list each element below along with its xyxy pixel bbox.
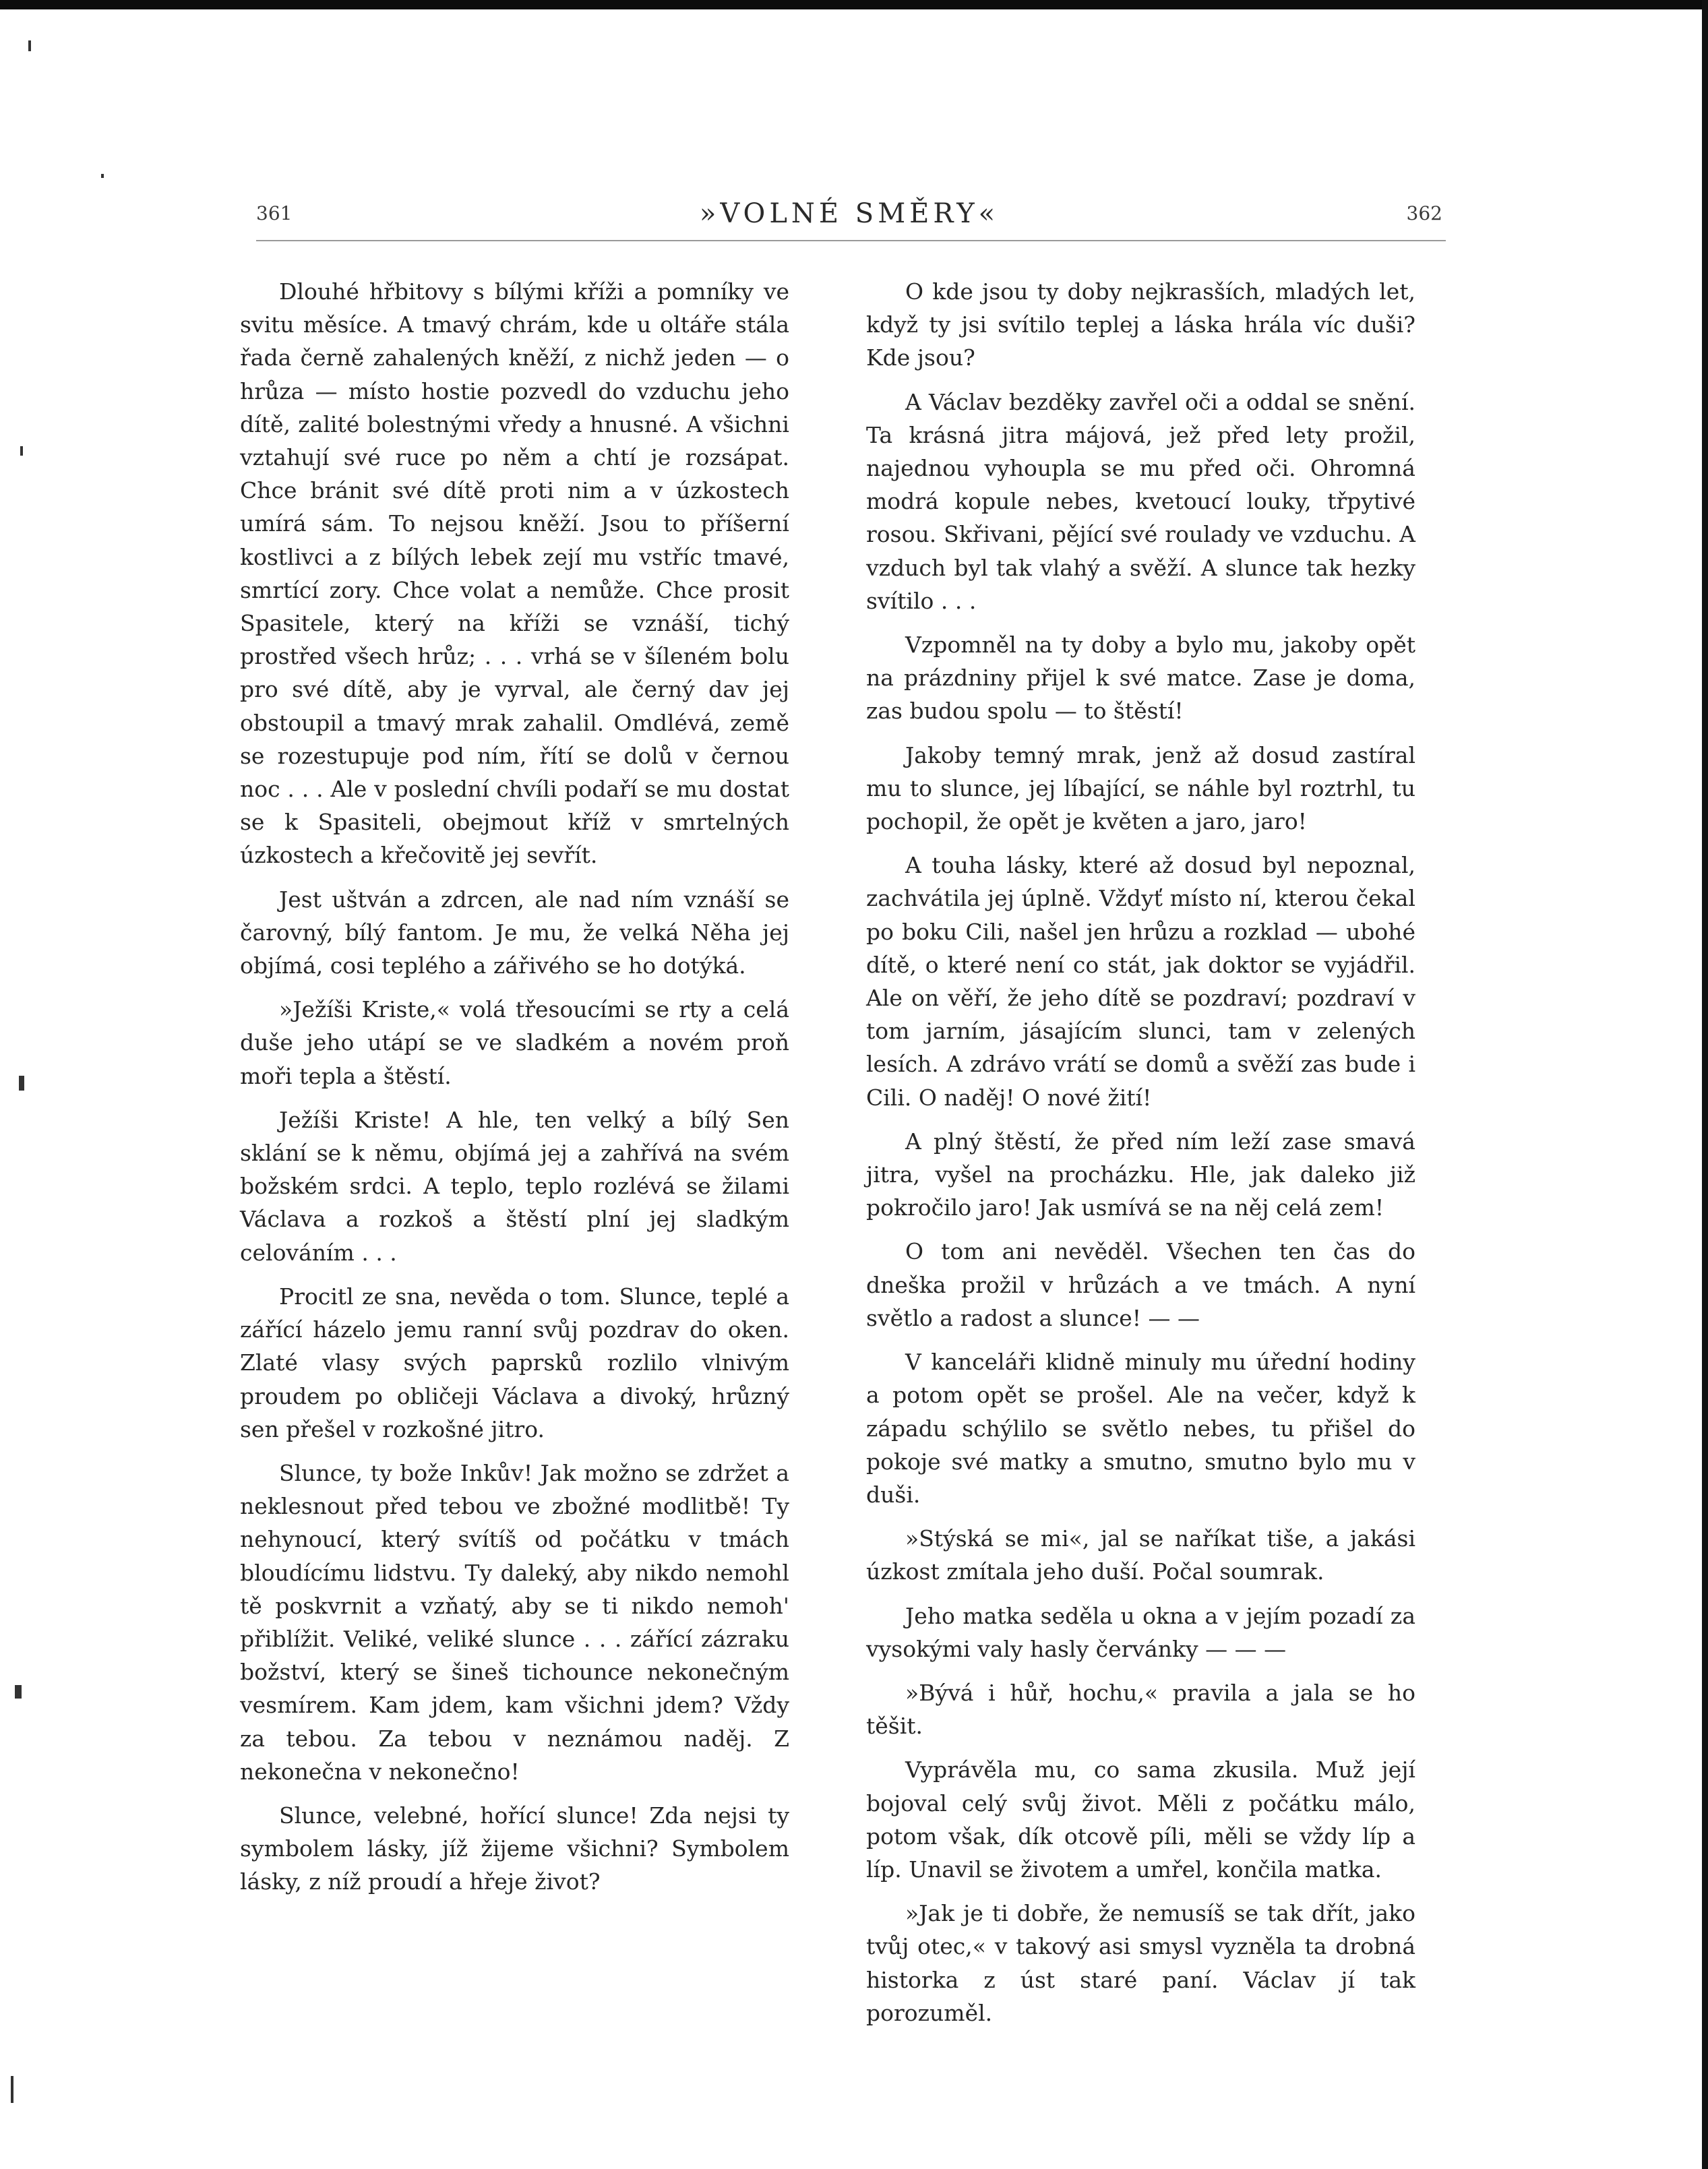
page-number-right: 362 xyxy=(1406,202,1442,224)
paragraph: »Jak je ti dobře, že nemusíš se tak dřít, jako tvůj otec,« v takový asi smysl vyzněla ta drobná historka z úst staré paní. Václav jí tak porozuměl. xyxy=(866,1900,1415,2026)
paragraph: O kde jsou ty doby nejkrasších, mladých let, když ty jsi svítilo teplej a láska hrála víc duši? Kde jsou? xyxy=(866,278,1415,371)
paragraph: »Ježíši Kriste,« volá třesoucími se rty a celá duše jeho utápí se ve sladkém a novém proň moři tepla a štěstí. xyxy=(240,996,789,1089)
paragraph: Dlouhé hřbitovy s bílými kříži a pomníky ve svitu měsíce. A tmavý chrám, kde u oltáře stála řada černě zahalených kněží, z nichž jeden — o hrůza — místo hostie pozvedl do vzduchu jeho dítě, zalité bolestnými vředy a hnusné. A všichni vztahují své ruce po něm a chtí je rozsápat. Chce bránit své dítě proti nim a v úzkostech umírá sám. To nejsou kněží. Jsou to příšerní kostlivci a z bílých lebek zejí mu vstříc tmavé, smrtící zory. Chce volat a nemůže. Chce prosit Spasitele, který na kříži se vznáší, tichý prostřed všech hrůz; . . . vrhá se v šíleném bolu pro své dítě, aby je vyrval, ale černý dav jej obstoupil a tmavý mrak zahalil. Omdlévá, země se rozestupuje pod ním, řítí se dolů v černou noc . . . Ale v poslední chvíli podaří se mu dostat se k Spasiteli, obejmout kříž v smrtelných úzkostech a křečovitě jej sevřít. xyxy=(240,278,789,869)
right-column xyxy=(866,275,1415,2040)
paragraph: »Bývá i hůř, hochu,« pravila a jala se ho těšit. xyxy=(866,1679,1415,1740)
paragraph: O tom ani nevěděl. Všechen ten čas do dneška prožil v hrůzách a ve tmách. A nyní světlo a radost a slunce! — — xyxy=(866,1238,1415,1331)
scan-top-border xyxy=(0,0,1708,9)
page-header xyxy=(256,198,1442,236)
paragraph: A touha lásky, které až dosud byl nepoznal, zachvátila jej úplně. Vždyť místo ní, kterou čekal po boku Cili, našel jen hrůzu a rozklad — ubohé dítě, o které není co stát, jak doktor se vyjádřil. Ale on věří, že jeho dítě se pozdraví; pozdraví v tom jarním, jásajícím slunci, tam v zelených lesích. A zdrávo vrátí se domů a svěží zas bude i Cili. O naděj! O nové žití! xyxy=(866,852,1415,1111)
paragraph: A Václav bezděky zavřel oči a oddal se snění. Ta krásná jitra májová, jež před lety prožil, najednou vyhoupla se mu před oči. Ohromná modrá kopule nebes, kvetoucí louky, třpytivé rosou. Skřivani, pějící své roulady ve vzduchu. A vzduch byl tak vlahý a svěží. A slunce tak hezky svítilo . . . xyxy=(866,388,1415,614)
scan-right-border xyxy=(1702,0,1708,2169)
paragraph: Jeho matka seděla u okna a v jejím pozadí za vysokými valy hasly červánky — — — xyxy=(866,1602,1415,1662)
paragraph: V kanceláři klidně minuly mu úřední hodiny a potom opět se prošel. Ale na večer, když k západu schýlilo se světlo nebes, tu přišel do pokoje své matky a smutno, smutno bylo mu v duši. xyxy=(866,1349,1415,1508)
paragraph: Jest uštván a zdrcen, ale nad ním vznáší se čarovný, bílý fantom. Je mu, že velká Něha jej objímá, cosi teplého a zářivého se ho dotýká. xyxy=(240,886,789,979)
paragraph: Slunce, velebné, hořící slunce! Zda nejsi ty symbolem lásky, jíž žijeme všichni? Symbolem lásky, z níž proudí a hřeje život? xyxy=(240,1802,789,1895)
paragraph: Procitl ze sna, nevěda o tom. Slunce, teplé a zářící házelo jemu ranní svůj pozdrav do oken. Zlaté vlasy svých paprsků rozlilo vlnivým proudem po obličeji Václava a divoký, hrůzný sen přešel v rozkošné jitro. xyxy=(240,1283,789,1442)
page-number-left: 361 xyxy=(256,202,293,224)
paragraph: Ježíši Kriste! A hle, ten velký a bílý Sen sklání se k němu, objímá jej a zahřívá na svém božském srdci. A teplo, teplo rozlévá se žilami Václava a rozkoš a štěstí plní jej sladkým celováním . . . xyxy=(240,1106,789,1266)
paragraph: A plný štěstí, že před ním leží zase smavá jitra, vyšel na procházku. Hle, jak daleko již pokročilo jaro! Jak usmívá se na něj celá zem! xyxy=(866,1128,1415,1221)
paragraph: Vzpomněl na ty doby a bylo mu, jakoby opět na prázdniny přijel k své matce. Zase je doma, zas budou spolu — to štěstí! xyxy=(866,632,1415,725)
header-rule xyxy=(256,240,1446,241)
paragraph: Vyprávěla mu, co sama zkusila. Muž její bojoval celý svůj život. Měli z počátku málo, potom však, dík otcově píli, měli se vždy líp a líp. Unavil se životem a umřel, končila matka. xyxy=(866,1756,1415,1883)
left-column xyxy=(240,275,789,1910)
paragraph: »Stýská se mi«, jal se naříkat tiše, a jakási úzkost zmítala jeho duší. Počal soumrak. xyxy=(866,1525,1415,1585)
paragraph: Jakoby temný mrak, jenž až dosud zastíral mu to slunce, jej líbající, se náhle byl roztrhl, tu pochopil, že opět je květen a jaro, jaro! xyxy=(866,741,1415,835)
paragraph: Slunce, ty bože Inkův! Jak možno se zdržet a neklesnout před tebou ve zbožné modlitbě! Ty nehynoucí, který svítíš od počátku v tmách bloudícímu lidstvu. Ty daleký, aby nikdo nemohl tě poskvrnit a vzňatý, aby se ti nikdo nemoh' přiblížit. Veliké, veliké slunce . . . zářící zázraku božství, který se šineš tichounce nekonečným vesmírem. Kam jdem, kam všichni jdem? Vždy za tebou. Za tebou v neznámou naděj. Z nekonečna v nekonečno! xyxy=(240,1459,789,1785)
journal-title: »VOLNÉ SMĚRY« xyxy=(699,198,1000,229)
